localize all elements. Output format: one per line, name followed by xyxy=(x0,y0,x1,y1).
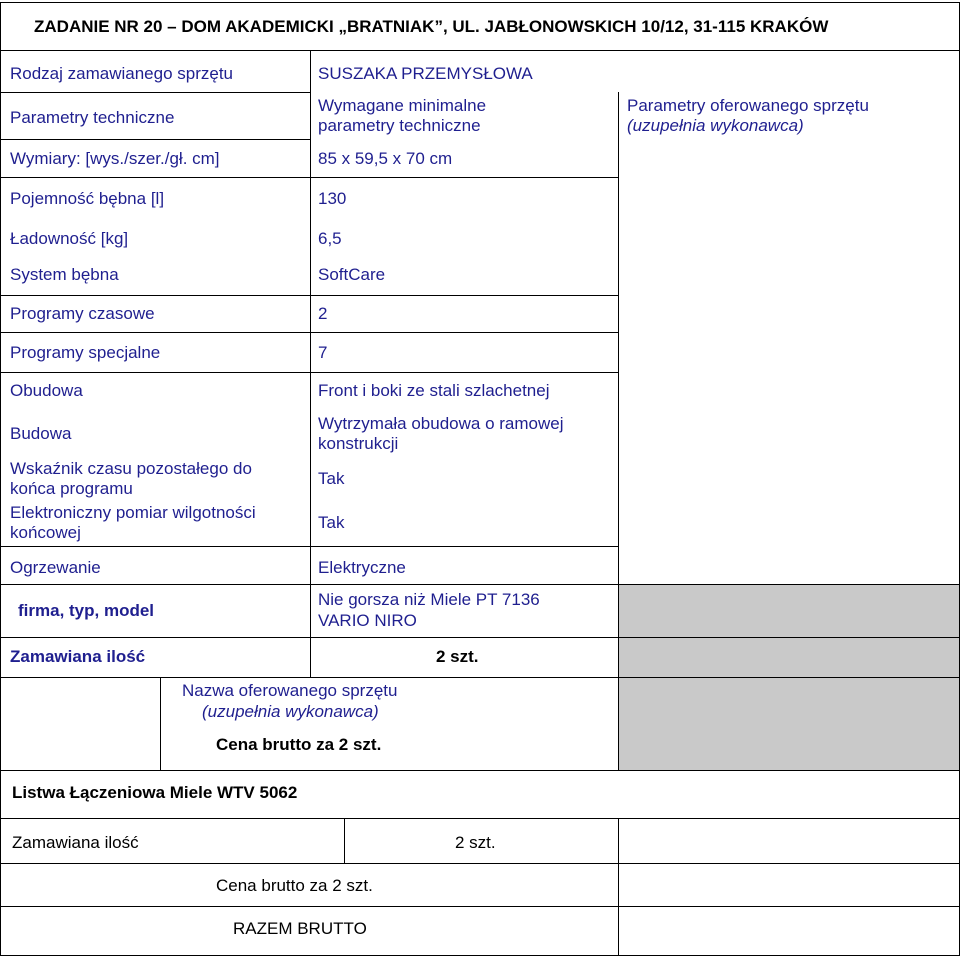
grid-line xyxy=(0,2,960,3)
section2-quantity-value: 2 szt. xyxy=(455,833,496,852)
row-value-time-indicator: Tak xyxy=(318,469,345,488)
offered-name-label: Nazwa oferowanego sprzętu xyxy=(182,681,398,700)
min-params-header: parametry techniczne xyxy=(318,116,481,135)
price-label: Cena brutto za 2 szt. xyxy=(216,735,382,754)
offered-params-note: (uzupełnia wykonawca) xyxy=(627,116,804,135)
grid-line xyxy=(0,177,618,178)
row-value-drum-capacity: 130 xyxy=(318,189,347,208)
grid-line xyxy=(0,372,618,373)
offered-name-note: (uzupełnia wykonawca) xyxy=(202,702,379,721)
row-label-drum-capacity: Pojemność bębna [l] xyxy=(10,189,165,208)
min-params-header: Wymagane minimalne xyxy=(318,96,487,115)
row-label-timed-programs: Programy czasowe xyxy=(10,304,155,323)
grid-line xyxy=(618,92,619,584)
section2-quantity-label: Zamawiana ilość xyxy=(12,833,139,852)
row-value-housing: Front i boki ze stali szlachetnej xyxy=(318,381,550,400)
grid-line xyxy=(0,50,960,51)
grid-line xyxy=(0,818,960,819)
grid-line xyxy=(310,584,311,677)
row-label-time-indicator: końca programu xyxy=(10,479,133,498)
row-label-drum-system: System bębna xyxy=(10,265,119,284)
offered-params-header: Parametry oferowanego sprzętu xyxy=(627,96,869,115)
grid-line xyxy=(0,295,618,296)
grid-line xyxy=(0,332,618,333)
offered-model-cell[interactable] xyxy=(619,585,959,637)
row-value-timed-programs: 2 xyxy=(318,304,328,323)
grid-line xyxy=(0,92,310,93)
grid-line xyxy=(310,50,311,584)
grid-line xyxy=(0,770,960,771)
row-label-dimensions: Wymiary: [wys./szer./gł. cm] xyxy=(10,149,220,168)
row-label-load: Ładowność [kg] xyxy=(10,229,129,248)
quantity-value: 2 szt. xyxy=(436,647,479,666)
grid-line xyxy=(618,818,619,956)
model-label: firma, typ, model xyxy=(18,601,155,620)
grid-line xyxy=(344,818,345,863)
equipment-type-value: SUSZAKA PRZEMYSŁOWA xyxy=(318,64,533,83)
section2-title: Listwa Łączeniowa Miele WTV 5062 xyxy=(12,783,298,802)
row-label-time-indicator: Wskaźnik czasu pozostałego do xyxy=(10,459,252,478)
row-label-heating: Ogrzewanie xyxy=(10,558,101,577)
row-value-drum-system: SoftCare xyxy=(318,265,386,284)
row-value-construction: konstrukcji xyxy=(318,434,399,453)
row-label-special-programs: Programy specjalne xyxy=(10,343,161,362)
model-value: Nie gorsza niż Miele PT 7136 xyxy=(318,590,540,609)
grid-line xyxy=(0,546,618,547)
grid-line xyxy=(0,863,960,864)
row-value-load: 6,5 xyxy=(318,229,342,248)
section2-price-label: Cena brutto za 2 szt. xyxy=(216,876,373,895)
grid-line xyxy=(0,2,1,956)
total-label: RAZEM BRUTTO xyxy=(233,919,367,938)
model-value: VARIO NIRO xyxy=(318,611,417,630)
row-value-humidity: Tak xyxy=(318,513,345,532)
grid-line xyxy=(0,906,960,907)
equipment-type-label: Rodzaj zamawianego sprzętu xyxy=(10,64,234,83)
row-label-humidity: końcowej xyxy=(10,523,81,542)
row-value-heating: Elektryczne xyxy=(318,558,406,577)
params-label: Parametry techniczne xyxy=(10,108,175,127)
grid-line xyxy=(0,139,310,140)
row-value-special-programs: 7 xyxy=(318,343,328,362)
offered-name-cell[interactable] xyxy=(619,678,959,770)
row-label-humidity: Elektroniczny pomiar wilgotności xyxy=(10,503,256,522)
grid-line xyxy=(160,677,161,770)
row-value-construction: Wytrzymała obudowa o ramowej xyxy=(318,414,564,433)
quantity-label: Zamawiana ilość xyxy=(10,647,146,666)
row-label-construction: Budowa xyxy=(10,424,72,443)
row-label-housing: Obudowa xyxy=(10,381,83,400)
page-title: ZADANIE NR 20 – DOM AKADEMICKI „BRATNIAK”, UL. JABŁONOWSKICH 10/12, 31-115 KRAKÓW xyxy=(34,17,829,36)
row-value-dimensions: 85 x 59,5 x 70 cm xyxy=(318,149,453,168)
offered-qty-cell[interactable] xyxy=(619,638,959,677)
